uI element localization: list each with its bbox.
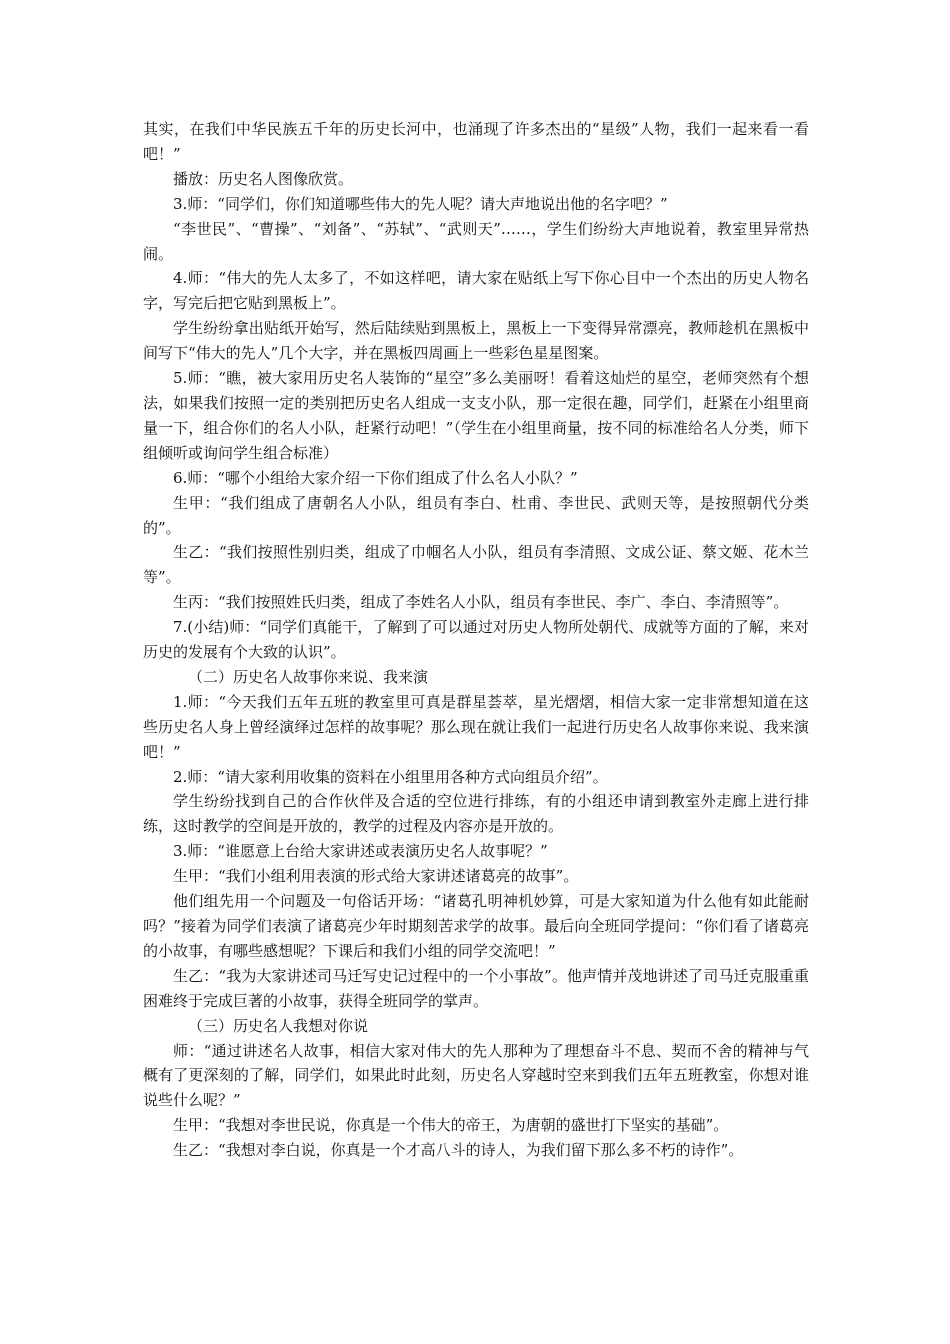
paragraph-student-a-2: 生甲：“我们小组利用表演的形式给大家讲述诸葛亮的故事”。 (173, 867, 579, 886)
paragraph-student-b-2: 生乙：“我为大家讲述司马迁写史记过程中的一个小事故”。他声情并茂地讲述了司马迁克服重重困难终于完成巨著的小故事，获得全班同学的掌声。 (143, 966, 809, 1010)
paragraph-student-c-1: 生丙：“我们按照姓氏归类，组成了李姓名人小队，组员有李世民、李广、李白、李清照等”。 (173, 593, 789, 612)
paragraph-student-a-3: 生甲：“我想对李世民说，你真是一个伟大的帝王，为唐朝的盛世打下坚实的基础”。 (173, 1116, 729, 1135)
paragraph-step-4: 4.师：“伟大的先人太多了，不如这样吧，请大家在贴纸上写下你心目中一个杰出的历史人物名字，写完后把它贴到黑板上”。 (143, 269, 809, 313)
paragraph-step-7-summary: 7.(小结)师：“同学们真能干，了解到了可以通过对历史人物所处朝代、成就等方面的了解，来对历史的发展有个大致的认识”。 (143, 618, 809, 662)
paragraph-step-6: 6.师：“哪个小组给大家介绍一下你们组成了什么名人小队？” (173, 468, 578, 487)
paragraph-student-b-1: 生乙：“我们按照性别归类，组成了巾帼名人小队，组员有李清照、文成公证、蔡文姬、花木兰等”。 (143, 543, 809, 587)
paragraph-teacher-prompt: 师：“通过讲述名人故事，相信大家对伟大的先人那种为了理想奋斗不息、契而不舍的精神与气概有了更深刻的了解，同学们，如果此时此刻，历史名人穿越时空来到我们五年五班教室，你想对谁说些什么呢？” (143, 1041, 809, 1110)
paragraph-step-5: 5.师：“瞧，被大家用历史名人装饰的“星空”多么美丽呀！看着这灿烂的星空，老师突然有个想法，如果我们按照一定的类别把历史名人组成一支支小队，那一定很在趣，同学们，赶紧在小组里商量一下，组合你们的名人小队，赶紧行动吧！”（学生在小组里商量，按不同的标准给名人分类，师下组倾听或询问学生组合标准） (143, 369, 809, 462)
paragraph-section2-step-3: 3.师：“谁愿意上台给大家讲述或表演历史名人故事呢？” (173, 842, 548, 861)
section-heading-3: （三）历史名人我想对你说 (188, 1016, 369, 1035)
paragraph-student-b-3: 生乙：“我想对李白说，你真是一个才高八斗的诗人，为我们留下那么多不朽的诗作”。 (173, 1141, 744, 1160)
paragraph-student-names: “李世民”、“曹操”、“刘备”、“苏轼”、“武则天”……，学生们纷纷大声地说着，教室里异常热闹。 (143, 219, 809, 263)
paragraph-step-3: 3.师：“同学们，你们知道哪些伟大的先人呢？请大声地说出他的名字吧？” (173, 194, 668, 213)
section-heading-2: （二）历史名人故事你来说、我来演 (188, 667, 429, 686)
document-body (143, 117, 809, 1163)
paragraph-section2-step-1: 1.师：“今天我们五年五班的教室里可真是群星荟萃，星光熠熠，相信大家一定非常想知道在这些历史名人身上曾经演绎过怎样的故事呢？那么现在就让我们一起进行历史名人故事你来说、我来演吧！” (143, 692, 809, 761)
paragraph-rehearsal: 学生纷纷找到自己的合作伙伴及合适的空位进行排练，有的小组还申请到教室外走廊上进行排练，这时教学的空间是开放的，教学的过程及内容亦是开放的。 (143, 792, 809, 836)
paragraph-zhuge-story: 他们组先用一个问题及一句俗话开场：“诸葛孔明神机妙算，可是大家知道为什么他有如此能耐吗？”接着为同学们表演了诸葛亮少年时期刻苦求学的故事。最后向全班同学提问：“你们看了诸葛亮的小故事，有哪些感想呢？下课后和我们小组的同学交流吧！” (143, 892, 809, 960)
paragraph-play-images: 播放：历史名人图像欣赏。 (173, 169, 354, 188)
paragraph-intro-continuation: 其实，在我们中华民族五千年的历史长河中，也涌现了许多杰出的“星级”人物，我们一起来看一看吧！” (143, 120, 809, 163)
paragraph-student-a-1: 生甲：“我们组成了唐朝名人小队，组员有李白、杜甫、李世民、武则天等，是按照朝代分类的”。 (143, 493, 809, 537)
paragraph-section2-step-2: 2.师：“请大家利用收集的资料在小组里用各种方式向组员介绍”。 (173, 767, 608, 786)
paragraph-sticker-activity: 学生纷纷拿出贴纸开始写，然后陆续贴到黑板上，黑板上一下变得异常漂亮，教师趁机在黑板中间写下“伟大的先人”几个大字，并在黑板四周画上一些彩色星星图案。 (143, 319, 809, 363)
